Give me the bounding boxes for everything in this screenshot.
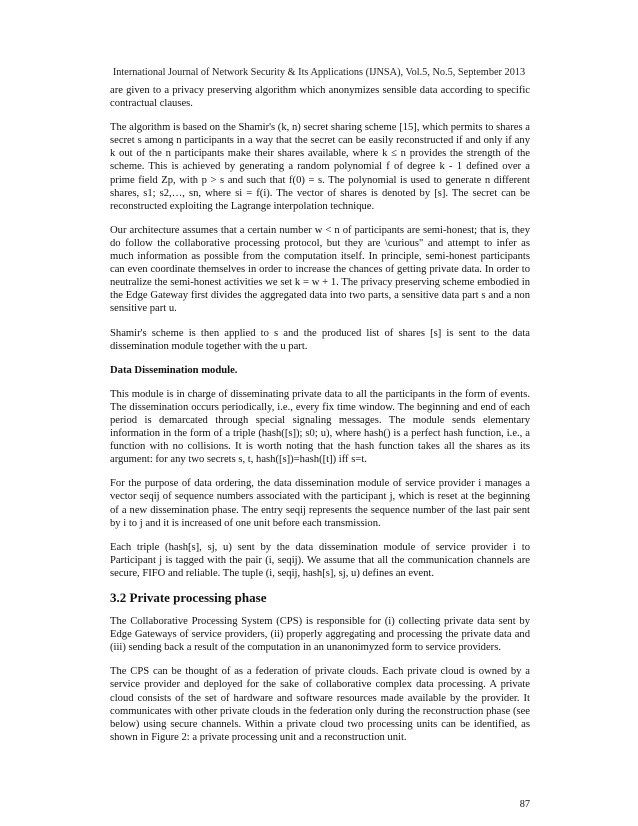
paragraph: The Collaborative Processing System (CPS) is responsible for (i) collecting private data sent by Edge Gateways of service providers, (ii) properly aggregating and processing the private data and (iii) sending back a result of the computation in an unanonimyzed form to service providers. (110, 616, 530, 654)
subsection-heading: Data Dissemination module. (110, 364, 238, 376)
paragraph: are given to a privacy preserving algorithm which anonymizes sensible data according to specific contractual clauses. (110, 85, 530, 110)
paragraph: Our architecture assumes that a certain number w < n of participants are semi-honest; that is, they do follow the collaborative processing protocol, but they are \curious" and attempt to infer as much information as possible from the computation itself. In principle, semi-honest participants can even coordinate themselves in order to increase the chances of getting private data. In order to neutralize the semi-honest activities we set k = w + 1. The privacy preserving scheme embodied in the Edge Gateway first divides the aggregated data into two parts, a sensitive data part s and a non sensitive part u. (110, 224, 530, 315)
body-text (110, 84, 530, 755)
paragraph: The CPS can be thought of as a federation of private clouds. Each private cloud is owned by a service provider and deployed for the sake of collaborative complex data processing. A private cloud consists of the set of hardware and software resources made available by the provider. It communicates with other private clouds in the federation only during the reconstruction phase (see below) using secure channels. Within a private cloud two processing units can be identified, as shown in Figure 2: a private processing unit and a reconstruction unit. (110, 666, 530, 743)
page-number: 87 (519, 799, 530, 810)
paragraph: Shamir's scheme is then applied to s and the produced list of shares [s] is sent to the data dissemination module together with the u part. (110, 327, 530, 352)
journal-header: International Journal of Network Security & Its Applications (IJNSA), Vol.5, No.5, September 2013 (112, 67, 526, 78)
section-heading: 3.2 Private processing phase (110, 590, 267, 605)
paragraph: For the purpose of data ordering, the data dissemination module of service provider i manages a vector seqij of sequence numbers associated with the participant j, which is reset at the beginning of a new dissemination phase. The entry seqij represents the sequence number of the last pair sent by i to j and it is increased of one unit before each transmission. (110, 478, 530, 529)
paragraph: This module is in charge of disseminating private data to all the participants in the form of events. The dissemination occurs periodically, i.e., every fix time window. The beginning and end of each period is demarcated through special signaling messages. The module sends elementary information in the form of a triple (hash([s]); s0; u), where hash() is a perfect hash function, i.e., a function with no collisions. It is worth noting that the hash function takes all the shares as its argument: for any two secrets s, t, hash([s])=hash([t]) iff s=t. (110, 388, 530, 466)
paragraph: Each triple (hash[s], sj, u) sent by the data dissemination module of service provider i to Participant j is tagged with the pair (i, seqij). We assume that all the communication channels are secure, FIFO and reliable. The tuple (i, seqij, hash[s], sj, u) defines an event. (110, 541, 530, 579)
paragraph: The algorithm is based on the Shamir's (k, n) secret sharing scheme [15], which permits to shares a secret s among n participants in a way that the secret can be easily reconstructed if and only if any k out of the n participants make their shares available, where k ≤ n provides the strength of the scheme. This is achieved by generating a random polynomial f of degree k - 1 defined over a prime field Zp, with p > s and such that f(0) = s. The polynomial is used to generate n different shares, s1; s2,…, sn, where si = f(i). The vector of shares is denoted by [s]. The secret can be reconstructed exploiting the Lagrange interpolation technique. (110, 122, 530, 212)
